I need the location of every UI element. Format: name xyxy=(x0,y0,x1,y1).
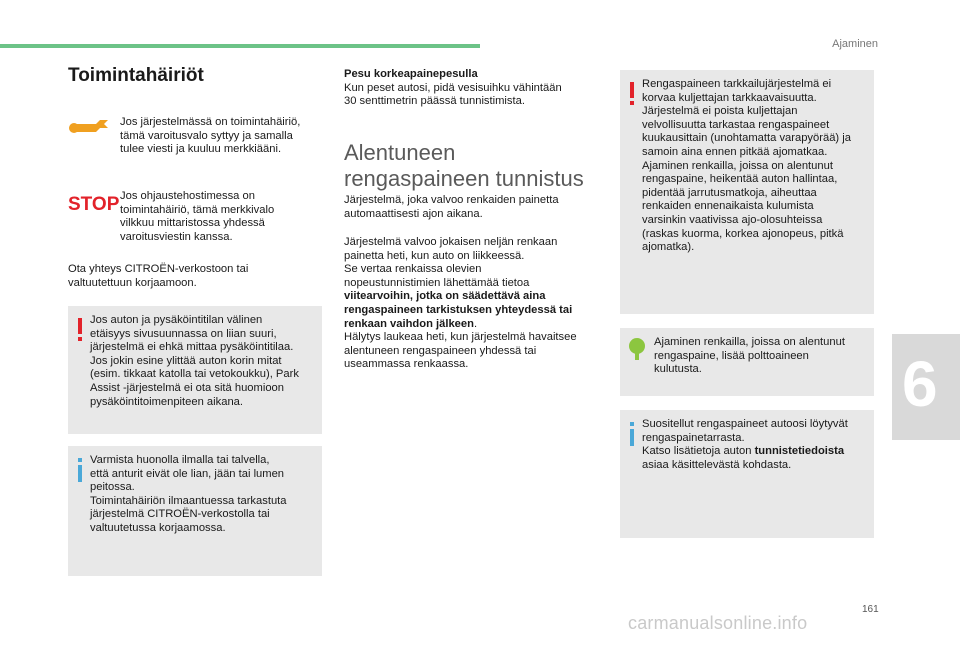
tpms-line: Järjestelmä ei poista kuljettajan xyxy=(642,105,798,118)
tpms-line: Ajaminen renkailla, joissa on alentunut xyxy=(642,159,833,172)
intro-paragraph xyxy=(344,194,604,221)
body-paragraph xyxy=(344,236,610,372)
intro-line: automaattisesti ajon aikana. xyxy=(344,207,483,220)
parking-warning-box xyxy=(68,306,322,434)
contact-line: Ota yhteys CITROËN-verkostoon tai xyxy=(68,263,249,275)
warning-line: Jos jokin esine ylittää auton korin mitat xyxy=(90,354,282,367)
wash-line: Kun peset autosi, pidä vesisuihku vähintään xyxy=(344,81,562,94)
info-line: Toimintahäiriön ilmaantuessa tarkastuta xyxy=(90,494,287,507)
eco-box xyxy=(620,328,874,396)
warning-line: järjestelmä ei ehkä mittaa pysäköintitilaa. xyxy=(90,341,294,354)
body-line: Hälytys laukeaa heti, kun järjestelmä havaitsee xyxy=(344,331,577,344)
tpms-line: (raskas kuorma, korkea ajonopeus, pitkä xyxy=(642,227,844,240)
eco-line: Ajaminen renkailla, joissa on alentunut xyxy=(654,336,845,348)
warning-line: etäisyys sivusuunnassa on liian suuri, xyxy=(90,327,277,340)
body-line: painetta heti, kun auto on liikkeessä. xyxy=(344,249,525,262)
exclamation-icon xyxy=(628,82,636,111)
exclamation-icon xyxy=(76,318,84,347)
info-icon xyxy=(76,458,84,487)
body-line: Se vertaa renkaissa olevien xyxy=(344,263,482,276)
tpms-line: samoin aina ennen pitkää ajomatkaa. xyxy=(642,145,828,158)
section-title: Toimintahäiriöt xyxy=(68,65,204,86)
wash-paragraph xyxy=(344,68,604,109)
eco-line: rengaspaine, lisää polttoaineen xyxy=(654,349,809,362)
tpms-line: velvollisuutta tarkastaa rengaspaineet xyxy=(642,118,830,131)
eco-line: kulutusta. xyxy=(654,363,702,376)
tpms-line: korvaa kuljettajan tarkkaavaisuutta. xyxy=(642,91,817,104)
stop-text-line: vilkkuu mittaristossa yhdessä xyxy=(120,217,265,230)
pressure-info-line: rengaspainetarrasta. xyxy=(642,431,745,444)
contact-paragraph xyxy=(68,263,328,290)
sensor-info-box xyxy=(68,446,322,576)
wrench-text-line: tulee viesti ja kuuluu merkkiääni. xyxy=(120,143,282,156)
chapter-number: 6 xyxy=(902,348,938,420)
tpms-warning-box xyxy=(620,70,874,314)
eco-tree-icon xyxy=(626,338,648,365)
wrench-text-line: Jos järjestelmässä on toimintahäiriö, xyxy=(120,116,301,128)
body-bold-line: viitearvoihin, jotka on säädettävä aina xyxy=(344,290,546,303)
info-line: että anturit eivät ole lian, jään tai lumen xyxy=(90,467,285,480)
watermark: carmanualsonline.info xyxy=(628,613,808,633)
info-line: järjestelmä CITROËN-verkostolla tai xyxy=(90,508,270,521)
tpms-line: kuukausittain (unohtamatta varapyörää) ja xyxy=(642,132,851,145)
wash-line: 30 senttimetrin päässä tunnistimista. xyxy=(344,95,525,108)
intro-line: Järjestelmä, joka valvoo renkaiden painetta xyxy=(344,194,559,206)
body-bold-line: rengaspaineen tarkistuksen yhteydessä tai xyxy=(344,303,573,316)
warning-line: Assist -järjestelmä ei ota sitä huomioon xyxy=(90,381,285,394)
stop-text-line: varoitusviestin kanssa. xyxy=(120,230,233,243)
body-bold-end: . xyxy=(473,317,478,330)
contact-line: valtuutettuun korjaamoon. xyxy=(68,276,197,289)
heading-line: Alentuneen xyxy=(344,140,456,165)
wrench-icon xyxy=(68,116,118,143)
wrench-text-line: tämä varoitusvalo syttyy ja samalla xyxy=(120,129,293,142)
page-number: 161 xyxy=(862,604,879,615)
pressure-info-line: asiaa käsittelevästä kohdasta. xyxy=(642,458,792,471)
stop-label: STOP xyxy=(68,194,120,215)
body-line: useammassa renkaassa. xyxy=(344,358,469,371)
heading-line: rengaspaineen tunnistus xyxy=(344,166,584,191)
tpms-line: pidentää jarrutusmatkoja, aiheuttaa xyxy=(642,186,817,199)
tpms-line: renkaiden ennenaikaista kulumista xyxy=(642,200,814,213)
stop-text-line: Jos ohjaustehostimessa on xyxy=(120,190,255,202)
tpms-line: varsinkin vaativissa ajo-olosuhteissa xyxy=(642,213,823,226)
pressure-info-link-text: tunnistetiedoista xyxy=(754,445,845,458)
warning-line: pysäköintitoimenpiteen aikana. xyxy=(90,395,243,408)
stop-icon xyxy=(68,194,120,215)
warning-line: (esim. tikkaat katolla tai vetokoukku), Park xyxy=(90,368,299,381)
pressure-info-line: Suositellut rengaspaineet autoosi löytyvät xyxy=(642,418,848,430)
tpms-line: ajomatka). xyxy=(642,241,695,254)
body-bold-line: renkaan vaihdon jälkeen xyxy=(344,317,474,330)
pressure-info-box xyxy=(620,410,874,538)
section-label: Ajaminen xyxy=(832,38,878,50)
header-accent-bar xyxy=(0,44,480,48)
body-line: Järjestelmä valvoo jokaisen neljän renkaan xyxy=(344,236,558,248)
info-line: Varmista huonolla ilmalla tai talvella, xyxy=(90,454,270,466)
tpms-line: rengaspaine, heikentää auton hallintaa, xyxy=(642,173,838,186)
info-line: valtuutetussa korjaamossa. xyxy=(90,521,226,534)
info-icon xyxy=(628,422,636,451)
body-line: nopeustunnistimien lähettämää tietoa xyxy=(344,276,530,289)
warning-line: Jos auton ja pysäköintitilan välinen xyxy=(90,314,263,326)
body-line: alentuneen rengaspaineen yhdessä tai xyxy=(344,344,537,357)
pressure-info-line: Katso lisätietoja auton xyxy=(642,445,755,458)
wash-title: Pesu korkeapainepesulla xyxy=(344,68,478,80)
stop-text-line: toimintahäiriö, tämä merkkivalo xyxy=(120,203,275,216)
info-line: peitossa. xyxy=(90,481,135,494)
subsection-heading xyxy=(344,140,584,192)
tpms-line: Rengaspaineen tarkkailujärjestelmä ei xyxy=(642,78,832,90)
